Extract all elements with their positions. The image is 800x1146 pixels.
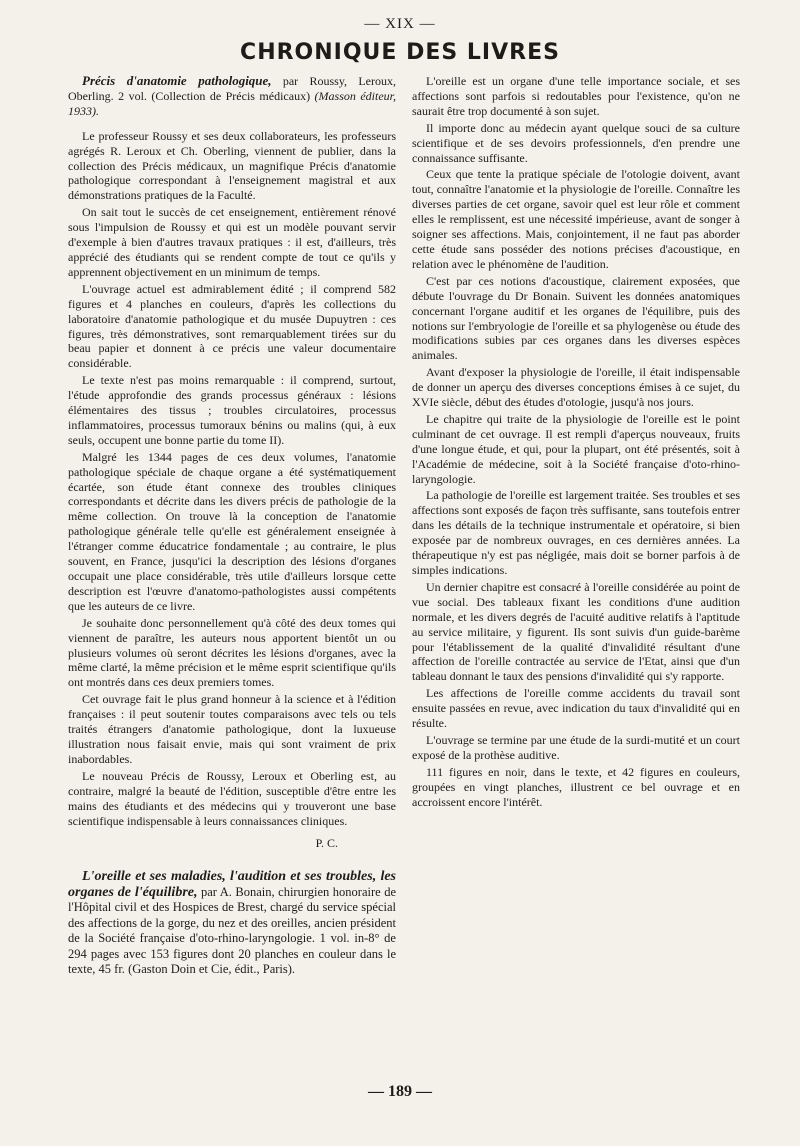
review1-paragraph: Malgré les 1344 pages de ces deux volumes, l'anatomie pathologique spéciale de chaque organe a été systématiquement écartée, son étude étant connexe des troubles cliniques correspondants et décrite dans les divers précis de pathologie de la même collection. On trouve là la conception de l'anatomie pathologique générale telle qu'elle est généralement enseignée à l'étranger comme éducatrice fondamentale ; au contraire, le plus souvent, en France, jusqu'ici la description des lésions d'organes occupait une place considérable, très utile d'ailleurs lorsque cette description est l'œuvre d'anatomo-pathologistes aussi compétents que les auteurs de ce livre. bbox=[68, 449, 396, 613]
right-column bbox=[412, 74, 740, 812]
review2-paragraph: L'oreille est un organe d'une telle importance sociale, et ses affections sont parfois si redoutables pour l'existence, qu'on ne saurait être trop documenté à son sujet. bbox=[412, 74, 740, 118]
review1-signature: P. C. bbox=[315, 836, 338, 851]
review1-paragraph: Le texte n'est pas moins remarquable : il comprend, surtout, l'étude approfondie des grands processus généraux : lésions élémentaires des tissus ; troubles circulatoires, processus inflammatoires, processus tumoraux bénins ou malins (qui, à eux seuls, occupent une bonne partie du tome II). bbox=[68, 373, 396, 447]
review2-heading bbox=[68, 869, 396, 978]
left-column bbox=[68, 74, 396, 980]
review1-authors: par Roussy, Leroux, Oberling. 2 vol. (Collection de Précis médicaux) bbox=[68, 74, 396, 103]
review1-paragraph: Le professeur Roussy et ses deux collaborateurs, les professeurs agrégés R. Leroux et Ch. Oberling, viennent de publier, dans la collection des Précis médicaux, un magnifique Précis d'anatomie pathologique correspondant à l'enseignement magistral et aux démonstrations pratiques de la Faculté. bbox=[68, 128, 396, 203]
review1-paragraph: Le nouveau Précis de Roussy, Leroux et Oberling est, au contraire, malgré la beauté de l'édition, susceptible d'être entre les mains des étudiants et des médecins qui y trouveront une base scientifique indispensable à leurs connaissances cliniques. bbox=[68, 768, 396, 828]
review2-paragraph: Ceux que tente la pratique spéciale de l'otologie doivent, avant tout, connaître l'anatomie et la physiologie de l'oreille. Connaître les diverses parties de cet organe, savoir quel est leur rôle et comment elles le remplissent, est une nécessité impérieuse, avant de songer à soigner ses affections. Mais, conjointement, il ne faut pas aborder cette étude sans posséder des notions précises d'acoustique, en relation avec le phénomène de l'audition. bbox=[412, 167, 740, 271]
section-title: CHRONIQUE DES LIVRES bbox=[240, 40, 560, 65]
review1-publisher: (Masson éditeur, 1933). bbox=[68, 88, 396, 118]
review1-paragraph: Cet ouvrage fait le plus grand honneur à la science et à l'édition françaises : il peut soutenir toutes comparaisons avec tels ou tels traités étrangers d'anatomie pathologique, dont la luxueuse illustration nous faisait envie, mais qui sont vraiment de prix inabordables. bbox=[68, 692, 396, 766]
review2-paragraph: C'est par ces notions d'acoustique, clairement exposées, que débute l'ouvrage du Dr Bonain. Suivent les données anatomiques concernant l'organe auditif et les organes de l'équilibre, puis des notions sur l'embryologie de l'oreille et sa phylogenèse ou étude des modifications subies par ces organes dans les diverses espèces animales. bbox=[412, 273, 740, 363]
review1-paragraph: On sait tout le succès de cet enseignement, entièrement rénové sous l'impulsion de Roussy et qui est un modèle pouvant servir d'exemple à bien d'autres travaux pratiques : il est, d'ailleurs, très apprécié des étudiants qui se rendent compte de tout ce qu'ils y apprennent objectivement en un minimum de temps. bbox=[68, 205, 396, 279]
review2-paragraph: Les affections de l'oreille comme accidents du travail sont ensuite passées en revue, avec indication du taux d'invalidité qui en résulte. bbox=[412, 686, 740, 731]
roman-page-number: — XIX — bbox=[364, 16, 436, 32]
review2-paragraph: Il importe donc au médecin ayant quelque souci de sa culture scientifique et de ses devoirs professionnels, d'en prendre une connaissance suffisante. bbox=[412, 120, 740, 165]
review1-book-title: Précis d'anatomie pathologique, bbox=[82, 73, 272, 88]
review1-paragraph: L'ouvrage actuel est admirablement édité ; il comprend 582 figures et 4 planches en couleurs, d'après les collections du laboratoire d'anatomie pathologique et du musée Dupuytren : ces figures, très démonstratives, sont remarquablement tirées sur du beau papier et donnent à ce précis une valeur documentaire considérable. bbox=[68, 281, 396, 371]
review2-paragraph: Le chapitre qui traite de la physiologie de l'oreille est le point culminant de cet ouvrage. Il est rempli d'aperçus nouveaux, fruits d'une longue étude, et qui, pour la plupart, ont été présentés, soit à l'Académie de médecine, soit à la Société française d'oto-rhino-laryngologie. bbox=[412, 411, 740, 486]
page-number: — 189 — bbox=[368, 1083, 432, 1100]
review2-paragraph: 111 figures en noir, dans le texte, et 42 figures en couleurs, groupées en vingt planches, illustrent ce bel ouvrage et en accroissent encore l'intérêt. bbox=[412, 764, 740, 809]
review2-book-title: L'oreille et ses maladies, l'audition et ses troubles, les organes de l'équilibre, bbox=[68, 869, 396, 900]
review1-paragraph: Je souhaite donc personnellement qu'à côté des deux tomes qui viennent de paraître, les auteurs nous apportent bientôt un ou plusieurs volumes où seront décrites les lésions d'organes, avec la même clarté, la même précision et le même esprit scientifique qu'ils ont montrés dans ces deux premiers tomes. bbox=[68, 615, 396, 690]
review2-publisher: (Gaston Doin et Cie, édit., Paris). bbox=[128, 962, 296, 977]
review2-paragraph: L'ouvrage se termine par une étude de la surdi-mutité et un court exposé de la prothèse auditive. bbox=[412, 732, 740, 762]
review2-paragraph: La pathologie de l'oreille est largement traitée. Ses troubles et ses affections sont exposés de façon très suffisante, sans toutefois entrer dans les détails de la technique instrumentale et opératoire, si bien exposée par de nombreux ouvrages, en ces dernières années. La thérapeutique n'y est pas négligée, mais doit se borner parfois à de simples indications. bbox=[412, 488, 740, 577]
review1-heading bbox=[68, 74, 396, 119]
review2-paragraph: Un dernier chapitre est consacré à l'oreille considérée au point de vue social. Des tableaux fixant les conditions d'une audition normale, et les divers degrés de l'acuité auditive relatifs à l'aptitude au service militaire, y figurent. Ils sont suivis d'un guide-barème pour l'établissement de la qualité d'invalidité résultant d'une affection de l'oreille contractée au service de l'Etat, ainsi que d'un tableau donnant le taux des pensions d'invalidité qui s'y rapporte. bbox=[412, 579, 740, 684]
review2-authors: par A. Bonain, chirurgien honoraire de l'Hôpital civil et des Hospices de Brest, chargé du service spécial des affections de la gorge, du nez et des oreilles, ancien président de la Société française d'oto-rhino-laryngologie. 1 vol. in-8° de 294 pages avec 153 figures dont 20 planches en couleur dans le texte, 45 fr. bbox=[68, 884, 396, 977]
review2-paragraph: Avant d'exposer la physiologie de l'oreille, il était indispensable de donner un aperçu des diverses conceptions émises à ce sujet, du XVIe siècle, début des études d'otologie, jusqu'à nos jours. bbox=[412, 365, 740, 410]
